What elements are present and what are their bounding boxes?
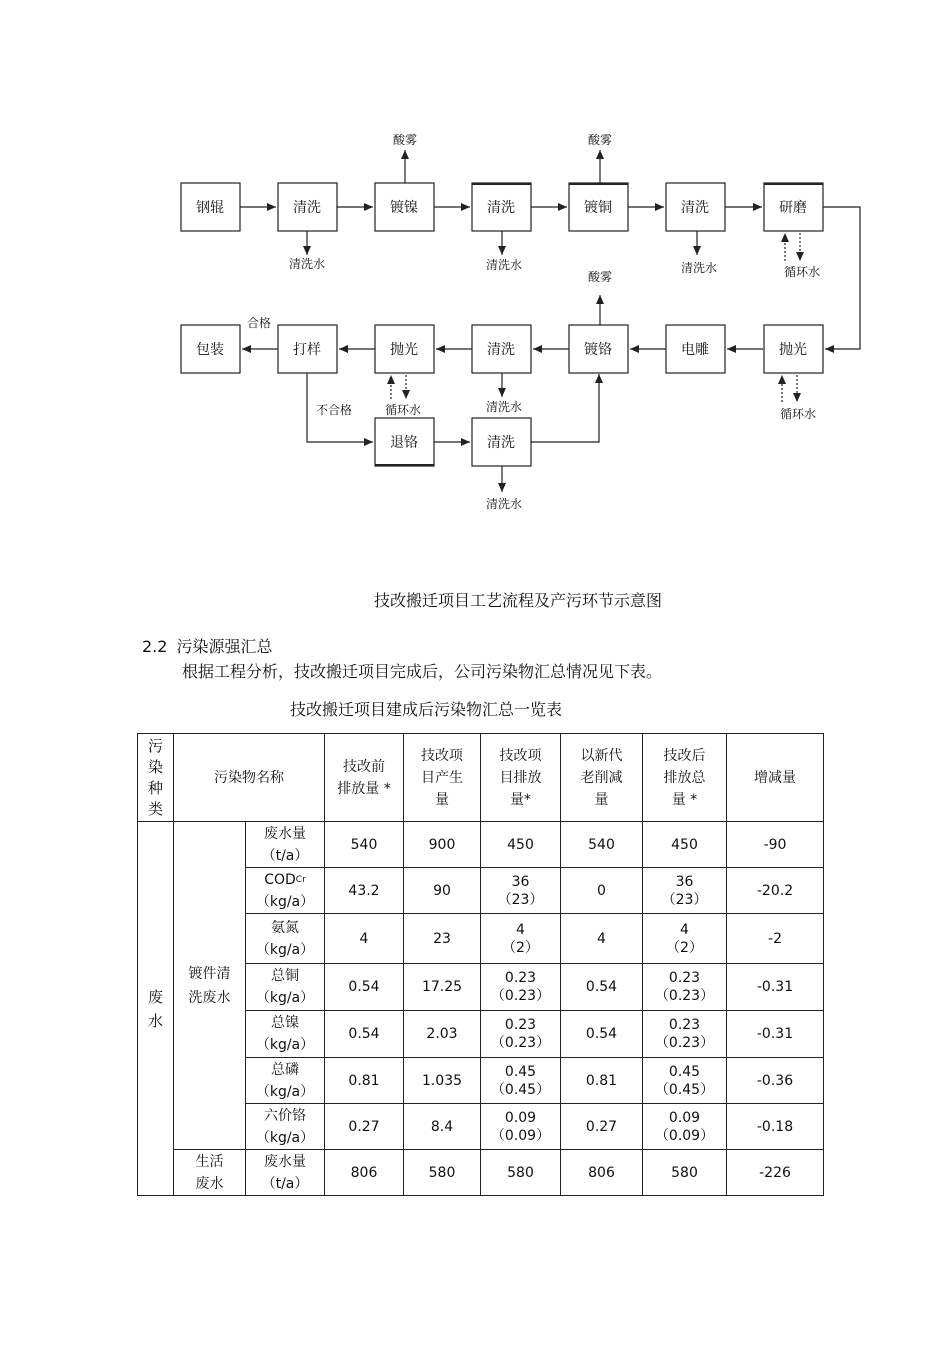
label-pass: 合格 [246, 316, 272, 330]
value-after: 0.09 （0.09） [643, 1104, 727, 1150]
value-change: -226 [727, 1150, 824, 1196]
node-grinding [764, 183, 823, 231]
value-discharged: 450 [481, 822, 561, 868]
svg-text:清洗: 清洗 [487, 435, 515, 451]
node-wash-2 [472, 183, 531, 231]
value-replace: 0.54 [561, 964, 643, 1011]
value-produced: 23 [404, 914, 481, 964]
pollutant-unit: （kg/a） [255, 1037, 315, 1053]
pollutant-cell [246, 964, 325, 1011]
header-discharged: 技改项 目排放 量* [481, 734, 561, 822]
node-wash-3 [666, 183, 725, 231]
label-wash-water: 清洗水 [288, 257, 326, 271]
value-after: 0.45 （0.45） [643, 1058, 727, 1104]
pollutant-cell [246, 1058, 325, 1104]
value-after: 580 [643, 1150, 727, 1196]
value-before: 4 [325, 914, 404, 964]
value-after: 0.23 （0.23） [643, 964, 727, 1011]
node-engraving [666, 325, 725, 373]
svg-text:清洗: 清洗 [487, 200, 515, 216]
value-discharged: 0.09 （0.09） [481, 1104, 561, 1150]
label-wash-water: 清洗水 [485, 258, 523, 272]
label-wash-water: 清洗水 [485, 400, 523, 414]
section-title: 污染源强汇总 [176, 637, 273, 656]
value-after: 36 （23） [643, 868, 727, 914]
node-proofing [278, 325, 337, 373]
value-produced: 580 [404, 1150, 481, 1196]
pollutant-name: 六价铬 [264, 1107, 306, 1124]
pollutant-cell [246, 914, 325, 964]
value-before: 0.81 [325, 1058, 404, 1104]
svg-text:电雕: 电雕 [681, 342, 709, 358]
node-packaging [181, 325, 240, 373]
svg-text:镀镍: 镀镍 [390, 200, 418, 216]
svg-text:退铬: 退铬 [390, 435, 418, 451]
label-wash-water: 清洗水 [680, 261, 718, 275]
svg-text:镀铬: 镀铬 [584, 342, 612, 358]
node-chrome-plating [569, 325, 628, 373]
pollutant-unit: （kg/a） [255, 941, 315, 958]
pollutant-cell [246, 1011, 325, 1058]
node-nickel-plating [375, 183, 434, 231]
value-change: -0.31 [727, 964, 824, 1011]
pollutant-unit: （kg/a） [255, 1129, 315, 1146]
pollutant-name: 氨氮 [271, 919, 299, 936]
svg-text:抛光: 抛光 [390, 342, 418, 358]
value-replace: 0.81 [561, 1058, 643, 1104]
label-acid-mist: 酸雾 [587, 270, 613, 284]
value-change: -0.18 [727, 1104, 824, 1150]
header-before: 技改前 排放量 * [325, 734, 404, 822]
pollutant-summary-table [137, 733, 824, 1196]
pollutant-unit: （t/a） [261, 1175, 309, 1192]
node-wash-5 [472, 418, 531, 466]
pollutant-name: 总镍 [271, 1015, 299, 1031]
node-copper-plating [569, 183, 628, 231]
value-before: 43.2 [325, 868, 404, 914]
group-plating-wash-wastewater: 镀件清 洗废水 [174, 822, 246, 1150]
pollutant-unit: （kg/a） [255, 893, 315, 910]
value-before: 540 [325, 822, 404, 868]
table-header-row [138, 734, 824, 822]
pollutant-cell [246, 822, 325, 868]
svg-text:打样: 打样 [293, 342, 321, 358]
table-row [138, 1150, 824, 1196]
svg-text:钢辊: 钢辊 [196, 200, 224, 216]
node-steel-roller [181, 183, 240, 231]
section-heading [142, 634, 273, 657]
value-after: 0.23 （0.23） [643, 1011, 727, 1058]
pollutant-name: 总磷 [271, 1061, 299, 1078]
section-number: 2.2 [142, 637, 168, 656]
value-produced: 8.4 [404, 1104, 481, 1150]
category-wastewater: 废 水 [138, 822, 174, 1196]
value-before: 0.27 [325, 1104, 404, 1150]
intro-paragraph: 根据工程分析，技改搬迁项目完成后，公司污染物汇总情况见下表。 [182, 662, 663, 681]
pollutant-subscript: Cr [295, 874, 306, 885]
header-category: 污 染 种 类 [138, 734, 174, 822]
pollutant-unit: （kg/a） [255, 1083, 315, 1100]
value-discharged: 580 [481, 1150, 561, 1196]
label-circulating-water: 循环水 [783, 265, 821, 279]
pollutant-name: 总铜 [271, 968, 299, 984]
node-wash-4 [472, 325, 531, 373]
label-circulating-water: 循环水 [779, 407, 817, 421]
value-discharged: 0.45 （0.45） [481, 1058, 561, 1104]
pollutant-name: COD [264, 871, 296, 888]
value-produced: 1.035 [404, 1058, 481, 1104]
value-produced: 900 [404, 822, 481, 868]
value-before: 0.54 [325, 964, 404, 1011]
value-discharged: 4 （2） [481, 914, 561, 964]
value-change: -90 [727, 822, 824, 868]
value-change: -20.2 [727, 868, 824, 914]
value-produced: 90 [404, 868, 481, 914]
pollutant-name: 废水量 [264, 1153, 306, 1170]
value-replace: 540 [561, 822, 643, 868]
svg-text:包装: 包装 [196, 342, 224, 358]
value-change: -0.31 [727, 1011, 824, 1058]
table-row [138, 822, 824, 868]
value-change: -2 [727, 914, 824, 964]
header-replace-reduction: 以新代 老削减 量 [561, 734, 643, 822]
label-circulating-water: 循环水 [384, 403, 422, 417]
group-domestic-wastewater: 生活 废水 [174, 1150, 246, 1196]
header-change: 增减量 [727, 734, 824, 822]
node-polishing-2 [764, 325, 823, 373]
value-replace: 0 [561, 868, 643, 914]
value-before: 806 [325, 1150, 404, 1196]
svg-text:清洗: 清洗 [293, 200, 321, 216]
value-discharged: 0.23 （0.23） [481, 1011, 561, 1058]
label-acid-mist: 酸雾 [587, 133, 613, 147]
node-wash-1 [278, 183, 337, 231]
value-change: -0.36 [727, 1058, 824, 1104]
value-produced: 17.25 [404, 964, 481, 1011]
pollutant-name: 废水量 [264, 825, 306, 842]
value-after: 450 [643, 822, 727, 868]
process-flowchart [0, 0, 950, 560]
table-title: 技改搬迁项目建成后污染物汇总一览表 [290, 700, 563, 719]
pollutant-cell [246, 1104, 325, 1150]
value-produced: 2.03 [404, 1011, 481, 1058]
pollutant-cell [246, 1150, 325, 1196]
node-dechroming [375, 418, 434, 466]
value-discharged: 0.23 （0.23） [481, 964, 561, 1011]
svg-text:研磨: 研磨 [779, 200, 807, 216]
figure-caption: 技改搬迁项目工艺流程及产污环节示意图 [374, 591, 663, 610]
label-fail: 不合格 [315, 403, 353, 417]
label-acid-mist: 酸雾 [392, 133, 418, 147]
header-produced: 技改项 目产生 量 [404, 734, 481, 822]
header-after: 技改后 排放总 量 * [643, 734, 727, 822]
pollutant-unit: （kg/a） [255, 990, 315, 1006]
svg-text:抛光: 抛光 [779, 342, 807, 358]
value-discharged: 36 （23） [481, 868, 561, 914]
header-pollutant-name: 污染物名称 [174, 734, 325, 822]
value-before: 0.54 [325, 1011, 404, 1058]
value-replace: 0.27 [561, 1104, 643, 1150]
pollutant-unit: （t/a） [261, 847, 309, 864]
value-replace: 0.54 [561, 1011, 643, 1058]
value-replace: 806 [561, 1150, 643, 1196]
node-polishing-1 [375, 325, 434, 373]
label-wash-water: 清洗水 [485, 497, 523, 511]
svg-text:清洗: 清洗 [487, 342, 515, 358]
value-replace: 4 [561, 914, 643, 964]
svg-text:镀铜: 镀铜 [584, 200, 612, 216]
value-after: 4 （2） [643, 914, 727, 964]
svg-text:清洗: 清洗 [681, 200, 709, 216]
pollutant-cell [246, 868, 325, 914]
